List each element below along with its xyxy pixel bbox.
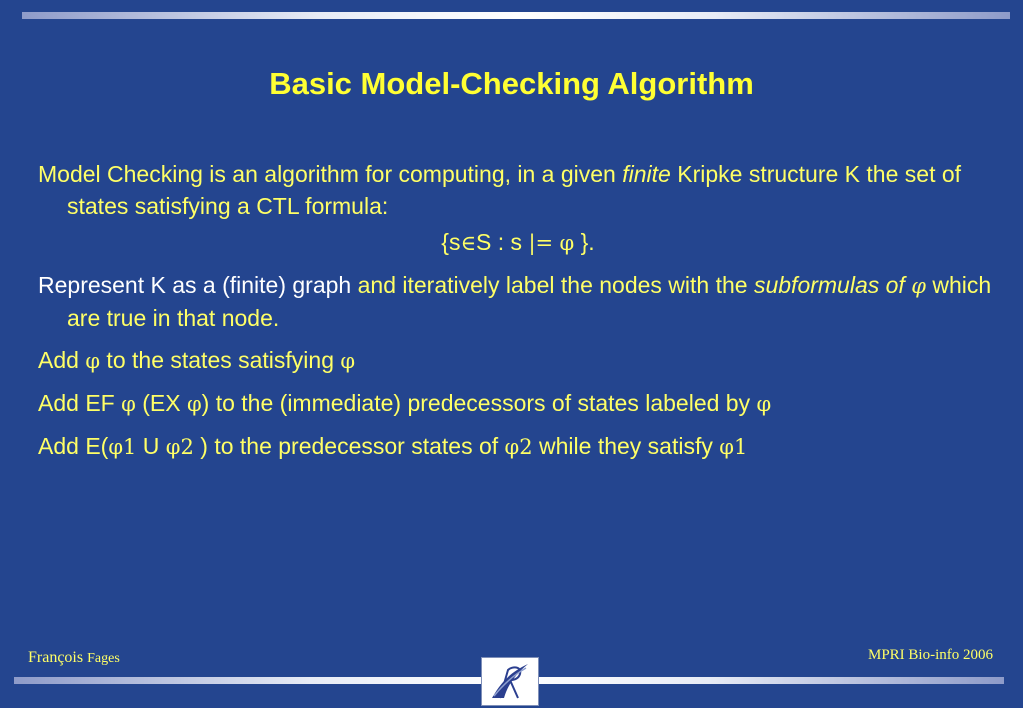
- phi-symbol: φ: [559, 231, 575, 255]
- phi-symbol: φ: [911, 274, 926, 298]
- p4-text-a: Add EF: [38, 390, 122, 416]
- phi-symbol: φ: [121, 392, 136, 416]
- paragraph-add-phi: [38, 344, 998, 377]
- p4-text-b: (EX: [135, 390, 187, 416]
- element-of-symbol: ∈: [460, 231, 477, 255]
- author-last-name: Fages: [87, 651, 120, 666]
- slide-title: Basic Model-Checking Algorithm: [269, 66, 754, 101]
- p5-text-b: U: [136, 433, 166, 459]
- p2-text-white: Represent K as a (finite) graph: [38, 272, 352, 298]
- slide-body: [38, 158, 998, 473]
- paragraph-add-eu: [38, 430, 998, 463]
- phi-symbol: φ: [186, 392, 202, 416]
- phi-symbol: φ: [85, 349, 101, 373]
- inria-logo-icon: [481, 657, 539, 706]
- models-symbol: |=: [528, 231, 554, 255]
- phi1-symbol: φ1: [719, 435, 748, 459]
- p3-text-a: Add: [38, 347, 86, 373]
- formula-part-c: }.: [574, 229, 595, 255]
- author-first-name: François: [28, 649, 84, 666]
- p2-text-d: which are true in that node.: [67, 272, 992, 331]
- footer-author: [28, 649, 120, 667]
- phi-symbol: φ: [756, 392, 772, 416]
- top-divider: [22, 12, 1010, 19]
- formula-part-a: {s: [441, 229, 461, 255]
- p2-emphasis-subformulas: subformulas of: [753, 272, 912, 298]
- p5-text-a: Add E(: [38, 433, 109, 459]
- paragraph-represent: [38, 269, 998, 334]
- p2-text-b: and iteratively label the nodes with the: [351, 272, 754, 298]
- formula-line: [38, 226, 998, 259]
- p1-text-a: Model Checking is an algorithm for computing, in a given: [38, 161, 623, 187]
- formula-part-b: S : s: [476, 229, 529, 255]
- phi2-symbol: φ2: [165, 435, 194, 459]
- p1-text-c: Kripke structure K the set of states satisfying a CTL formula:: [67, 161, 962, 219]
- p4-text-c: ) to the (immediate) predecessors of states labeled by: [201, 390, 757, 416]
- phi1-symbol: φ1: [108, 435, 137, 459]
- p5-text-c: ) to the predecessor states of: [193, 433, 505, 459]
- phi2-symbol: φ2: [504, 435, 533, 459]
- p3-text-b: to the states satisfying: [100, 347, 341, 373]
- phi-symbol: φ: [340, 349, 356, 373]
- paragraph-model-checking: [38, 158, 998, 222]
- p1-emphasis-finite: finite: [622, 161, 671, 187]
- p5-text-d: while they satisfy: [532, 433, 720, 459]
- paragraph-add-ef: [38, 387, 998, 420]
- footer-course: MPRI Bio-info 2006: [867, 647, 993, 663]
